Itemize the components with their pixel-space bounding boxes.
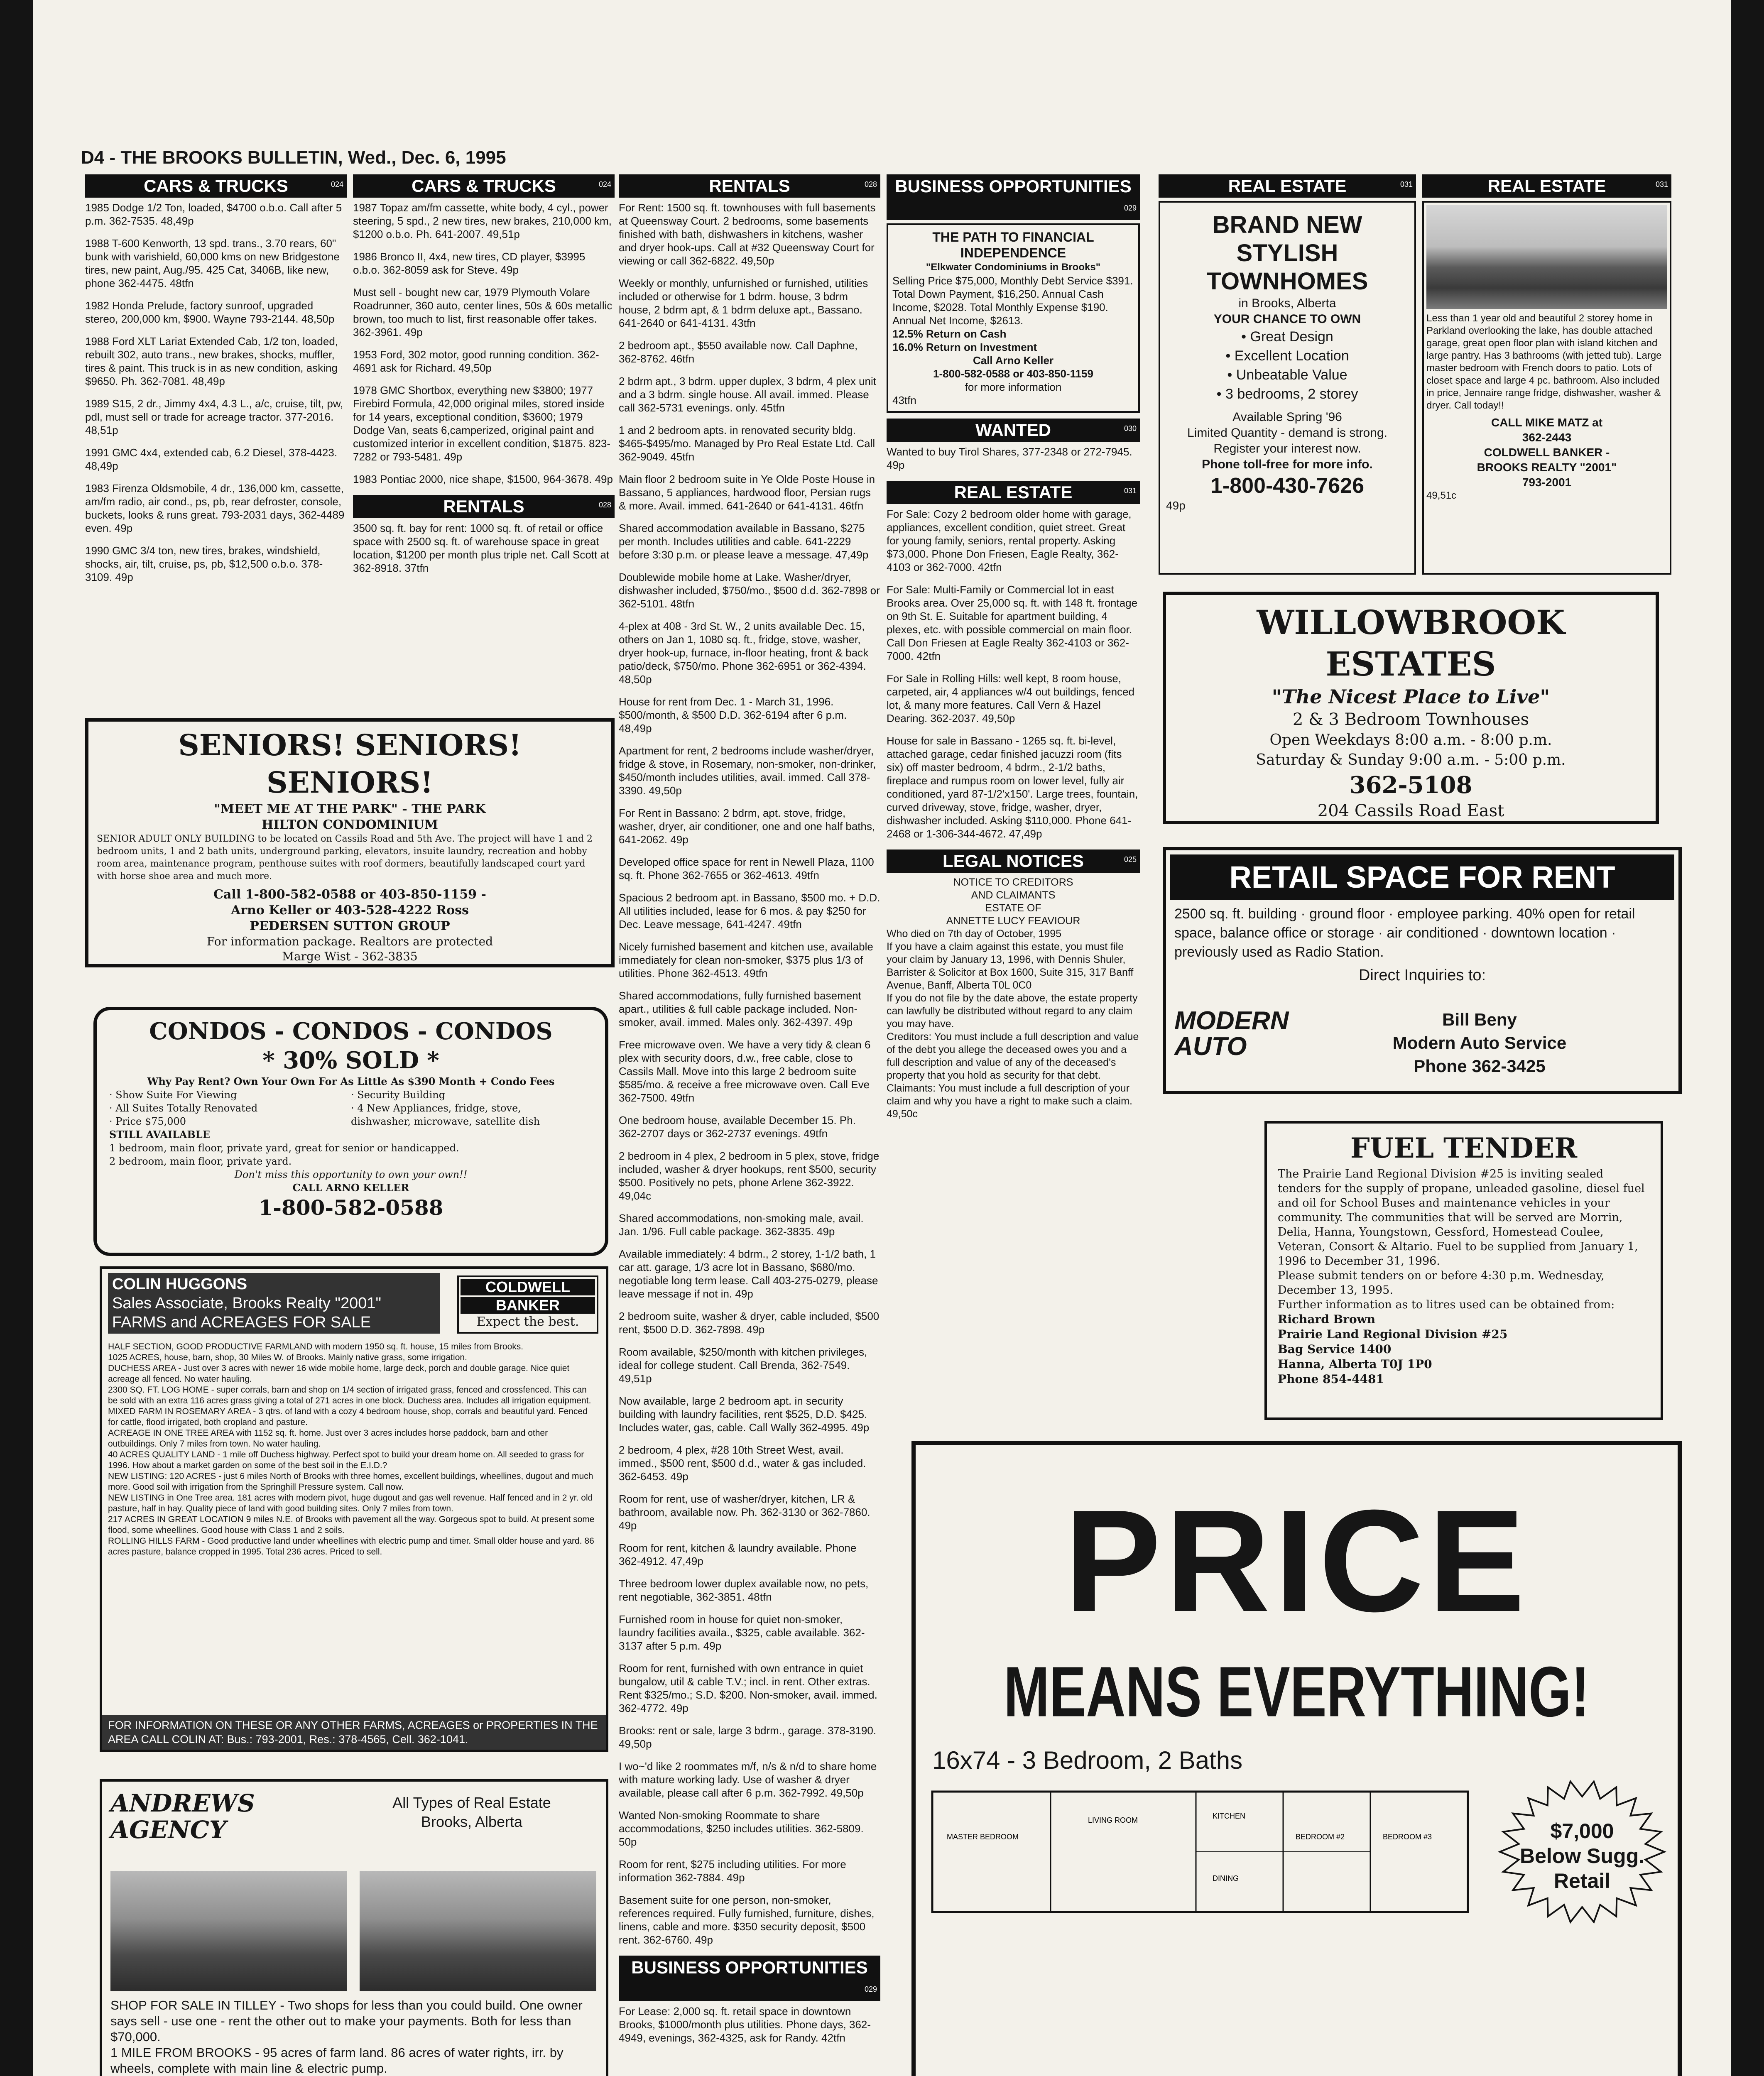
condos-ad (93, 1007, 608, 1256)
classified-ad: For Rent in Bassano: 2 bdrm, apt. stove, fridge, washer, dryer, air conditioner, one and one half baths, 641-2062. 49p (619, 807, 875, 846)
fuel-contact: Prairie Land Regional Division #25 (1278, 1327, 1508, 1341)
willowbrook-line: 2 & 3 Bedroom Townhouses (1292, 710, 1529, 729)
fuel-title: FUEL TENDER (1350, 1132, 1578, 1164)
classified-ad: 1978 GMC Shortbox, everything new $3800; 1977 Firebird Formula, 42,000 original miles, stored inside for 14 years, exceptional condition, $3600; 1979 Dodge Van, seats 6,camperized, original paint and customized interior in excellent condition, $1875. 823-7282 or 793-5481. 49p (353, 384, 611, 463)
ad-line: Call Arno Keller (973, 354, 1054, 367)
classified-ad: 1982 Honda Prelude, factory sunroof, upgraded stereo, 200,000 km, $900. Wayne 793-2144. 48,50p (85, 299, 335, 325)
andrews-listings: SHOP FOR SALE IN TILLEY - Two shops for less than you could build. One owner says sell - use one - rent the other out to make your payments. Both for less than $70,000. 1 MILE FROM BROOKS - 95 acres of farm land. 86 acres of water rights, irr. by wheels, complete with main line & electric pump. (110, 1998, 583, 2076)
townhomes-tollfree: Phone toll-free for more info. (1202, 458, 1373, 471)
house-description: Less than 1 year old and beautiful 2 storey home in Parkland overlooking the lake, has double attached garage, great open floor plan with island kitchen and large pantry. Has 3 bathrooms (with jetted tub). Large master bedroom with French doors to patio. Lots of closet space and large 4 pc. bathroom. Also included in price, Jennaire range fridge, dishwasher, washer & dryer. Call today!! (1426, 313, 1662, 411)
seniors-phone: Call 1-800-582-0588 or 403-850-1159 - (213, 887, 486, 902)
coldwell-banker-logo (457, 1275, 598, 1334)
classified-ad: House for sale in Bassano - 1265 sq. ft. bi-level, attached garage, cedar finished jacuzzi room (fits six) off master bedroom, 4 bdrm., 2-1/2 baths, fireplace and rumpus room on lower level, fully air conditioned, yard 87-1/2'x150'. Large trees, fountain, curved driveway, stove, fridge, washer, dryer, dishwasher included. Asking $110,000. Phone 641-2468 or 1-306-344-4672. 47,49p (887, 734, 1138, 840)
house-company: COLDWELL BANKER - (1484, 446, 1610, 459)
section-header-cars: CARS & TRUCKS 024 (85, 174, 347, 198)
house-company: BROOKS REALTY "2001" (1477, 461, 1617, 474)
willowbrook-ad (1163, 592, 1659, 824)
fuel-contact: Phone 854-4481 (1278, 1372, 1384, 1386)
business-column (887, 174, 1140, 1121)
fuel-tender-ad (1264, 1121, 1663, 1420)
section-header-real-estate-5: REAL ESTATE 031 (1159, 174, 1416, 198)
classified-ad: Available immediately: 4 bdrm., 2 storey, 1-1/2 bath, 1 car att. garage, 1/3 acre lot in Bassano, $680/mo. negotiable long term lease. Call 403-275-0279, please leave message if not in. 49p (619, 1248, 878, 1300)
condos-title: CONDOS - CONDOS - CONDOS (149, 1018, 553, 1045)
retail-contact (1324, 1008, 1635, 1078)
classified-ad: For Rent: 1500 sq. ft. townhouses with full basements at Queensway Court. 2 bedrooms, some basements finished with bath, dishwashers in kitchens, washer and dryer hook-ups. Call at #32 Queensway Court for viewing or call 362-6822. 49,50p (619, 201, 876, 267)
logo-text: COLDWELL (461, 1279, 595, 1295)
real-estate-list (887, 507, 1140, 840)
retail-title: RETAIL SPACE FOR RENT (1170, 854, 1674, 900)
andrews-location: Brooks, Alberta (421, 1813, 523, 1830)
savings-label: Below Sugg. (1520, 1844, 1644, 1868)
classified-ad: Developed office space for rent in Newell Plaza, 1100 sq. ft. Phone 362-7655 or 362-4613. 49tfn (619, 856, 874, 881)
floor-plan (930, 1790, 1470, 1914)
classified-ad: 1990 GMC 3/4 ton, new tires, brakes, windshield, shocks, air, tilt, cruise, ps, pb, $12,500 o.b.o. 378-3109. 49p (85, 544, 323, 583)
classified-ad: 2 bedroom in 4 plex, 2 bedroom in 5 plex, stove, fridge included, washer & dryer hookups, rent $500, security $500. Positively no pets, phone Arlene 362-3922. 49,04c (619, 1150, 880, 1202)
rentals-list-2 (353, 521, 615, 575)
seniors-ad (85, 718, 615, 967)
townhomes-heading: BRAND NEW (1212, 211, 1362, 238)
condos-features-left (109, 1088, 351, 1128)
classified-ad: Now available, large 2 bedroom apt. in security building with laundry facilities, rent $525, D.D. $425. Includes water, gas, cable. Call Wally 362-4995. 49p (619, 1395, 870, 1434)
willowbrook-phone: 362-5108 (1349, 771, 1472, 799)
classified-ad: For Sale in Rolling Hills: well kept, 8 room house, carpeted, air, 4 appliances w/4 out buildings, fenced lot, & many more features. Call Vern & Hazel Dearing. 362-2037. 49,50p (887, 672, 1134, 725)
section-header-rentals: RENTALS 028 (619, 174, 880, 198)
classified-ad: Furnished room in house for quiet non-smoker, laundry facilities availa., $325, cable available. 362-3137 after 5 p.m. 49p (619, 1613, 865, 1652)
townhomes-register: Register your interest now. (1213, 442, 1361, 455)
classified-ad: Shared accommodations, fully furnished basement apart., utilities & full cable package included. Non-smoker, avail. immed. Males only. 362-4397. 49p (619, 989, 861, 1028)
condos-sold: * 30% SOLD * (262, 1047, 439, 1074)
willowbrook-line: Saturday & Sunday 9:00 a.m. - 5:00 p.m. (1256, 752, 1566, 769)
fuel-contact: Hanna, Alberta T0J 1P0 (1278, 1357, 1432, 1371)
classified-ad: Room for rent, $275 including utilities. For more information 362-7884. 49p (619, 1858, 846, 1884)
logo-tagline: Expect the best. (476, 1315, 579, 1329)
plan-label: BEDROOM #3 (1383, 1833, 1432, 1841)
classified-ad: Doublewide mobile home at Lake. Washer/dryer, dishwasher included, $750/mo., $500 d.d. 362-7898 or 362-5101. 48tfn (619, 571, 880, 610)
classified-ad: 2 bdrm apt., 3 bdrm. upper duplex, 3 bdrm, 4 plex unit and a 3 bdrm. single house. All avail. immed. Please call 362-5731 evenings. only. 45tfn (619, 375, 877, 414)
classified-ad: 2 bedroom apt., $550 available now. Call Daphne, 362-8762. 46tfn (619, 339, 858, 365)
willowbrook-line: Open Weekdays 8:00 a.m. - 8:00 p.m. (1269, 732, 1552, 749)
retail-contact-phone: Phone 362-3425 (1414, 1056, 1546, 1076)
classified-ad: Main floor 2 bedroom suite in Ye Olde Poste House in Bassano, 5 appliances, hardwood floor, Persian rugs & more. Avail. immed. 641-2640 or 641-4131. 46tfn (619, 473, 875, 512)
classified-ad: Wanted to buy Tirol Shares, 377-2348 or 272-7945. 49p (887, 446, 1132, 471)
legal-notice (887, 876, 1140, 1121)
section-header-business: BUSINESS OPPORTUNITIES 029 (887, 174, 1140, 220)
classified-ad: Three bedroom lower duplex available now, no pets, rent negotiable, 362-3851. 48tfn (619, 1577, 869, 1603)
section-header-wanted: WANTED 030 (887, 419, 1140, 442)
classified-ad: Must sell - bought new car, 1979 Plymouth Volare Roadrunner, 360 auto, center lines, 50s & 60s metallic brown, too much to list, first reasonable offer takes. 362-3961. 49p (353, 286, 612, 338)
house-photo (1426, 205, 1667, 309)
legal-body: Who died on 7th day of October, 1995 If you have a claim against this estate, you must file your claim by January 13, 1996, with Dennis Shuler, Barrister & Solicitor at Box 1600, Suite 315, 317 Banff Avenue, Banff, Alberta T0L 0C0 If you do not file by the date above, the estate property can lawfully be distributed without regard to any claim you may have. Creditors: You must include a full description and value of the debt you allege the deceased owes you and a full description and value of any of the deceased's property that you hold as security for that debt. Claimants: You must include a full description of your claim and why you have a right to make such a claim. 49,50c (887, 928, 1139, 1120)
classified-ad: For Sale: Cozy 2 bedroom older home with garage, appliances, excellent condition, quiet street. Great for young family, seniors, rental property. Asking $73,000. Phone Don Friesen, Eagle Realty, 362-4103 or 362-7000. 42tfn (887, 508, 1132, 573)
retail-contact-name: Bill Beny (1442, 1010, 1517, 1029)
classified-ad: Weekly or monthly, unfurnished or furnished, utilities included or otherwise for 1 bdrm. house, 3 bdrm house, 2 bdrm apt, & 1 bdrm deluxe apt., Bassano. 641-2640 or 641-4131. 43tfn (619, 277, 868, 329)
fuel-contact: Bag Service 1400 (1278, 1342, 1392, 1356)
ad-line: 12.5% Return on Cash (892, 328, 1007, 340)
price-ad (911, 1441, 1682, 2076)
rentals-column (619, 174, 880, 2054)
logo-text: AGENCY (110, 1816, 227, 1844)
section-header-real-estate-4: REAL ESTATE 031 (887, 481, 1140, 504)
classified-ad: Spacious 2 bedroom apt. in Bassano, $500 mo. + D.D. All utilities included, lease for 6 mos. & pay $250 for Dec. Leave message, 641-4247. 49tfn (619, 891, 880, 930)
classified-ad: 1991 GMC 4x4, extended cab, 6.2 Diesel, 378-4423. 48,49p (85, 446, 338, 472)
ad-phone: 1-800-582-0588 or 403-850-1159 (933, 367, 1093, 380)
seniors-body: SENIOR ADULT ONLY BUILDING to be located on Cassils Road and 5th Ave. The project will have 1 and 2 bedroom units, 1 and 2 bath units, underground parking, elevators, insuite laundry, recreation and hobby room area, maintenance program, penthouse suites with roof dormers, beautifully landscaped court yard with horse shoe area and much more. (97, 834, 593, 881)
plan-label: BEDROOM #2 (1296, 1833, 1345, 1841)
section-header-legal: LEGAL NOTICES 025 (887, 849, 1140, 873)
retail-contact-company: Modern Auto Service (1392, 1033, 1567, 1053)
seniors-contact: Arno Keller or 403-528-4222 Ross (230, 903, 469, 918)
classified-ad: Brooks: rent or sale, large 3 bdrm., garage. 378-3190. 49,50p (619, 1724, 877, 1750)
price-headline: PRICE (1064, 1480, 1529, 1642)
plan-label: KITCHEN (1213, 1812, 1246, 1820)
willowbrook-title: WILLOWBROOK ESTATES (1257, 603, 1565, 683)
condo-feature: dishwasher, microwave, satellite dish (351, 1116, 540, 1127)
section-header-rentals-2: RENTALS 028 (353, 495, 615, 518)
condos-unit: 2 bedroom, main floor, private yard. (109, 1156, 292, 1167)
condos-call: CALL ARNO KELLER (292, 1182, 409, 1194)
logo-text: AUTO (1174, 1032, 1247, 1061)
townhomes-chance: YOUR CHANCE TO OWN (1213, 312, 1361, 326)
cars-list-2 (353, 201, 615, 486)
logo-text: ANDREWS (110, 1789, 255, 1817)
section-header-cars-2: CARS & TRUCKS 024 (353, 174, 615, 198)
house-contact: CALL MIKE MATZ at (1491, 416, 1603, 429)
shop-photo-2 (360, 1871, 596, 1991)
classified-ad: 1988 T-600 Kenworth, 13 spd. trans., 3.70 rears, 60" bunk with varishield, 60,000 kms on new Bridgestone tires, new paint, Aug./95. 425 Cat, 3406B, like new, phone 362-4475. 48tfn (85, 237, 340, 289)
condos-why: Why Pay Rent? Own Your Own For As Little As $390 Month + Condo Fees (147, 1075, 555, 1087)
rentals-list (619, 201, 880, 1946)
townhome-feature: • Great Design (1241, 329, 1333, 345)
modern-auto-logo (1174, 1008, 1311, 1060)
colin-listings: HALF SECTION, GOOD PRODUCTIVE FARMLAND with modern 1950 sq. ft. house, 15 miles from Brooks. 1025 ACRES, house, barn, shop, 30 Miles W. of Brooks. Mainly native grass, some irrigation. DUCHESS AREA - Just over 3 acres with newer 16 wide mobile home, large deck, porch and double garage. Nice quiet acreage all fenced. No water hauling. 2300 SQ. FT. LOG HOME - super corrals, barn and shop on 1/4 section of irrigated grass, fenced and crossfenced. This can be sold with an extra 116 acres grass giving a total of 271 acres in one block. Duchess area. Includes all irrigation equipment. MIXED FARM IN ROSEMARY AREA - 3 qtrs. of land with a cozy 4 bedroom house, shop, corrals and beautiful yard. Fenced for cattle, flood irrigated, both cropland and pasture. ACREAGE IN ONE TREE AREA with 1152 sq. ft. home. Just over 3 acres includes horse paddock, barn and other outbuildings. Only 7 miles from town. No water hauling. 40 ACRES QUALITY LAND - 1 mile off Duchess highway. Perfect spot to build your dream home on. All seeded to grass for 1996. How about a market garden on some of the best soil in the E.I.D.? NEW LISTING: 120 ACRES - just 6 miles North of Brooks with three homes, excellent buildings, wheellines, dugout and much more. Good soil with irrigation from the Springhill Pressure system. Call now. NEW LISTING in One Tree area. 181 acres with modern pivot, huge dugout and gas well revenue. Half fenced and in 2 yr. old pasture, half in hay. Quality piece of land with good building sites. Only 7 miles from town. 217 ACRES IN GREAT LOCATION 9 miles N.E. of Brooks with pavement all the way. Gorgeous spot to build. At present some flood, some wheellines. Good house with Class 1 and 2 soils. ROLLING HILLS FARM - Good productive land under wheellines with electric pump and timer. Small older house and yard. 86 acres pasture, balance cropped in 1995. Total 236 acres. Priced to sell. (108, 1342, 595, 1557)
willowbrook-address: 204 Cassils Road East (1317, 801, 1504, 820)
condo-feature: · All Suites Totally Renovated (109, 1102, 258, 1114)
townhomes-location: in Brooks, Alberta (1238, 296, 1336, 310)
classified-ad: 1989 S15, 2 dr., Jimmy 4x4, 4.3 L., a/c, cruise, tilt, pw, pdl, must sell or trade for acreage tractor. 377-2016. 48,51p (85, 397, 343, 436)
ad-code: 49p (1166, 499, 1186, 512)
financial-independence-ad (887, 223, 1140, 413)
business-list (619, 2005, 880, 2044)
cars-list-1 (85, 201, 347, 584)
colin-name: COLIN HUGGONS (112, 1275, 247, 1293)
seniors-subtitle: HILTON CONDOMINIUM (262, 818, 438, 832)
condo-feature: · Price $75,000 (109, 1116, 186, 1127)
seniors-info: Marge Wist - 362-3835 (282, 950, 418, 963)
savings-amount: $7,000 (1550, 1819, 1614, 1843)
house-phone-2: 793-2001 (1522, 476, 1572, 489)
colin-farms: FARMS and ACREAGES FOR SALE (112, 1314, 371, 1331)
legal-heading: ESTATE OF (985, 902, 1041, 914)
ad-code: 43tfn (892, 394, 916, 406)
townhomes-availability: Available Spring '96 (1232, 410, 1342, 424)
condos-miss: Don't miss this opportunity to own your own!! (234, 1169, 468, 1180)
townhome-feature: • 3 bedrooms, 2 storey (1216, 386, 1358, 402)
fuel-contact: Richard Brown (1278, 1312, 1376, 1326)
classified-ad: 3500 sq. ft. bay for rent: 1000 sq. ft. of retail or office space with 2500 sq. ft. of warehouse space in great location, $1200 per month plus triple net. Call Scott at 362-8918. 37tfn (353, 522, 610, 574)
classified-ad: Basement suite for one person, non-smoker, references required. Fully furnished, furniture, dishes, linens, cable and more. $350 security deposit, $500 rent. 362-6760. 49p (619, 1894, 875, 1946)
legal-heading: AND CLAIMANTS (971, 889, 1056, 901)
townhomes-ad (1159, 201, 1416, 575)
home-spec: 16x74 - 3 Bedroom, 2 Baths (932, 1746, 1243, 1774)
condos-phone: 1-800-582-0588 (258, 1195, 443, 1220)
classified-ad: Wanted Non-smoking Roommate to share accommodations, $250 includes utilities. 362-5809. 50p (619, 1809, 864, 1848)
classified-ad: For Sale: Multi-Family or Commercial lot in east Brooks area. Over 25,000 sq. ft. with 148 ft. frontage on 9th St. E. Suitable for apartment building, 4 plexes, etc. with possible commercial on main floor. Call Don Friesen at Eagle Realty 362-4103 or 362-7000. 42tfn (887, 583, 1138, 662)
plan-label: MASTER BEDROOM (947, 1833, 1019, 1841)
classified-ad: 4-plex at 408 - 3rd St. W., 2 units available Dec. 15, others on Jan 1, 1080 sq. ft., fridge, stove, washer, dryer hook-up, furnace, in-floor heating, front & back patio/deck, $750/mo. Phone 362-6951 or 362-4394. 48,50p (619, 620, 869, 685)
classified-ad: 1953 Ford, 302 motor, good running condition. 362-4691 ask for Richard. 49,50p (353, 348, 599, 374)
classified-ad: 2 bedroom suite, washer & dryer, cable included, $500 rent, $500 D.D. 362-7898. 49p (619, 1310, 880, 1336)
townhomes-availability: Limited Quantity - demand is strong. (1187, 426, 1387, 440)
andrews-agency-ad (100, 1779, 608, 2076)
ad-code: 49,51c (1426, 490, 1457, 501)
townhomes-heading: TOWNHOMES (1206, 268, 1368, 295)
classified-ad: Nicely furnished basement and kitchen use, available immediately for clean non-smoker, $375 plus 1/3 of utilities. Phone 362-4513. 49tfn (619, 940, 873, 979)
townhomes-features (1166, 327, 1409, 404)
willowbrook-tagline: "The Nicest Place to Live" (1272, 685, 1550, 708)
condos-features-right (351, 1088, 593, 1128)
condos-unit: 1 bedroom, main floor, private yard, great for senior or handicapped. (109, 1142, 459, 1154)
classified-ad: Room for rent, kitchen & laundry available. Phone 362-4912. 47,49p (619, 1542, 857, 1567)
seniors-subtitle: "MEET ME AT THE PARK" - THE PARK (214, 802, 486, 816)
townhomes-phone: 1-800-430-7626 (1210, 474, 1365, 498)
classified-ad: House for rent from Dec. 1 - March 31, 1996. $500/month, & $500 D.D. 362-6194 after 6 p.m. 48,49p (619, 695, 847, 734)
cars-column-2 (353, 174, 615, 584)
classified-ad: 1983 Firenza Oldsmobile, 4 dr., 136,000 km, cassette, am/fm radio, air cond., ps, pb, rear defroster, console, buckets, looks & runs great. 793-2031 days, 362-4489 even. 49p (85, 482, 345, 534)
seniors-company: PEDERSEN SUTTON GROUP (250, 919, 450, 933)
logo-text: MODERN (1174, 1006, 1289, 1035)
classified-ad: Shared accommodation available in Bassano, $275 per month. Includes utilities and cable. 641-2229 before 3:30 p.m. or please leave a message. 47,49p (619, 522, 869, 561)
colin-banner (108, 1273, 440, 1334)
house-ad (1422, 201, 1671, 575)
andrews-title: All Types of Real Estate (392, 1794, 551, 1811)
classified-ad: Room for rent, use of washer/dryer, kitchen, LR & bathroom, available now. Ph. 362-3130 or 362-7860. 49p (619, 1493, 870, 1532)
townhome-feature: • Excellent Location (1225, 348, 1349, 364)
wanted-list (887, 445, 1140, 472)
classified-ad: 1988 Ford XLT Lariat Extended Cab, 1/2 ton, loaded, rebuilt 302, auto trans., new brakes, shocks, muffler, tires & paint. This truck is in as new condition, asking $9650. Ph. 362-7081. 48,49p (85, 335, 338, 387)
ad-subtitle: "Elkwater Condominiums in Brooks" (926, 262, 1101, 273)
section-header-business-3: BUSINESS OPPORTUNITIES 029 (619, 1956, 880, 2001)
retail-body: 2500 sq. ft. building · ground floor · employee parking. 40% open for retail space, balance office or storage · air conditioned · downtown location · previously used as Radio Station. (1174, 906, 1635, 960)
andrews-heading (355, 1793, 588, 1831)
retail-space-ad (1163, 847, 1682, 1094)
classified-ad: 1983 Pontiac 2000, nice shape, $1500, 964-3678. 49p (353, 473, 613, 485)
seniors-title: SENIORS! SENIORS! SENIORS! (178, 728, 522, 800)
logo-text: BANKER (461, 1297, 595, 1314)
condo-feature: · Security Building (351, 1089, 446, 1101)
fuel-body: The Prairie Land Regional Division #25 is inviting sealed tenders for the supply of propane, unleaded gasoline, diesel fuel and oil for School Buses and maintenance vehicles in your community. The communities that will be served are Morrin, Delia, Hanna, Youngstown, Gessford, Homestead Coulee, Veteran, Consort & Altario. Fuel to be supplied from January 1, 1996 to December 31, 1996. Please submit tenders on or before 4:30 p.m. Wednesday, December 13, 1995. Further information as to litres used can be obtained from: (1278, 1168, 1645, 1311)
legal-heading: ANNETTE LUCY FEAVIOUR (946, 915, 1080, 927)
townhome-feature: • Unbeatable Value (1227, 367, 1348, 383)
townhomes-heading: STYLISH (1236, 240, 1338, 267)
seniors-info: For information package. Realtors are protected (206, 935, 493, 948)
savings-label: Retail (1553, 1869, 1611, 1892)
classified-ad: For Lease: 2,000 sq. ft. retail space in downtown Brooks, $1000/month plus utilities. Phone days, 362-4949, evenings, 362-4325, ask for Randy. 42tfn (619, 2005, 871, 2044)
classified-ad: Apartment for rent, 2 bedrooms include washer/dryer, fridge & stove, in Rosemary, non-smoker, non-drinker, $450/month includes utilities, avail. immed. Call 378-3390. 49,50p (619, 744, 876, 797)
colin-huggons-ad (100, 1266, 608, 1752)
colin-footer: FOR INFORMATION ON THESE OR ANY OTHER FARMS, ACREAGES or PROPERTIES IN THE AREA CALL COLIN AT: Bus.: 793-2001, Res.: 378-4565, Cell. 362-1041. (102, 1715, 606, 1750)
ad-body: Selling Price $75,000, Monthly Debt Service $391. Total Down Payment, $16,250. Annual Cash Income, $2028. Total Monthly Expense $190. Annual Net Income, $2613. (892, 274, 1133, 327)
condo-feature: · Show Suite For Viewing (109, 1089, 237, 1101)
classified-ad: I wo~'d like 2 roommates m/f, n/s & n/d to share home with mature working lady. Use of washer & dryer available, please call after 6 p.m. 362-7992. 49,50p (619, 1760, 877, 1799)
classified-ad: 2 bedroom, 4 plex, #28 10th Street West, avail. immed., $500 rent, $500 d.d., water & gas included. 362-6453. 49p (619, 1444, 866, 1483)
classified-ad: 1987 Topaz am/fm cassette, white body, 4 cyl., power steering, 5 spd., 2 new tires, new brakes, 210,000 km, $1200 o.b.o. Ph. 641-2007. 49,51p (353, 201, 612, 240)
real-estate-column-6 (1422, 174, 1671, 575)
classified-ad: 1985 Dodge 1/2 Ton, loaded, $4700 o.b.o. Call after 5 p.m. 362-7535. 48,49p (85, 201, 342, 227)
page-header: D4 - THE BROOKS BULLETIN, Wed., Dec. 6, 1995 (81, 147, 506, 168)
shop-photo-1 (110, 1871, 347, 1991)
plan-label: DINING (1213, 1874, 1239, 1883)
classified-ad: Room for rent, furnished with own entrance in quiet bungalow, util & cable T.V.; incl. in rent. Other extras. Rent $325/mo.; S.D. $200. Non-smoker, avail. immed. 362-4772. 49p (619, 1662, 877, 1714)
classified-ad: 1986 Bronco II, 4x4, new tires, CD player, $3995 o.b.o. 362-8059 ask for Steve. 49p (353, 250, 586, 276)
classified-ad: Shared accommodations, non-smoking male, avail. Jan. 1/96. Full cable package. 362-3835. 49p (619, 1212, 864, 1238)
savings-text (1495, 1819, 1669, 1893)
classified-ad: Free microwave oven. We have a very tidy & clean 6 plex with security doors, d.w., free cable, close to Cassils Mall. Move into this large 2 bedroom suite $585/mo. & receive a free microwave oven. Call Eve 362-7500. 49tfn (619, 1038, 871, 1104)
retail-direct: Direct Inquiries to: (1358, 967, 1486, 984)
colin-company: Sales Associate, Brooks Realty "2001" (112, 1295, 381, 1312)
condo-feature: · 4 New Appliances, fridge, stove, (351, 1102, 521, 1114)
classified-ad: 1 and 2 bedroom apts. in renovated security bldg. $465-$495/mo. Managed by Pro Real Estate Ltd. Call 362-9049. 45tfn (619, 424, 875, 463)
plan-label: LIVING ROOM (1088, 1816, 1138, 1824)
price-subheadline: MEANS EVERYTHING! (1004, 1652, 1590, 1731)
andrews-logo (110, 1790, 255, 1843)
section-header-real-estate-6: REAL ESTATE 031 (1422, 174, 1671, 198)
ad-line: 16.0% Return on Investment (892, 341, 1037, 353)
classified-ad: One bedroom house, available December 15. Ph. 362-2707 days or 362-2737 evenings. 49tfn (619, 1114, 856, 1140)
real-estate-column-5 (1159, 174, 1416, 575)
ad-title: THE PATH TO FINANCIAL INDEPENDENCE (932, 230, 1094, 260)
cars-column-1 (85, 174, 347, 593)
ad-line: for more information (965, 381, 1062, 393)
condos-still: STILL AVAILABLE (109, 1129, 210, 1141)
house-phone: 362-2443 (1522, 431, 1572, 444)
classified-ad: Room available, $250/month with kitchen privileges, ideal for college student. Call Brenda, 362-7549. 49,51p (619, 1346, 867, 1385)
legal-heading: NOTICE TO CREDITORS (953, 876, 1073, 888)
